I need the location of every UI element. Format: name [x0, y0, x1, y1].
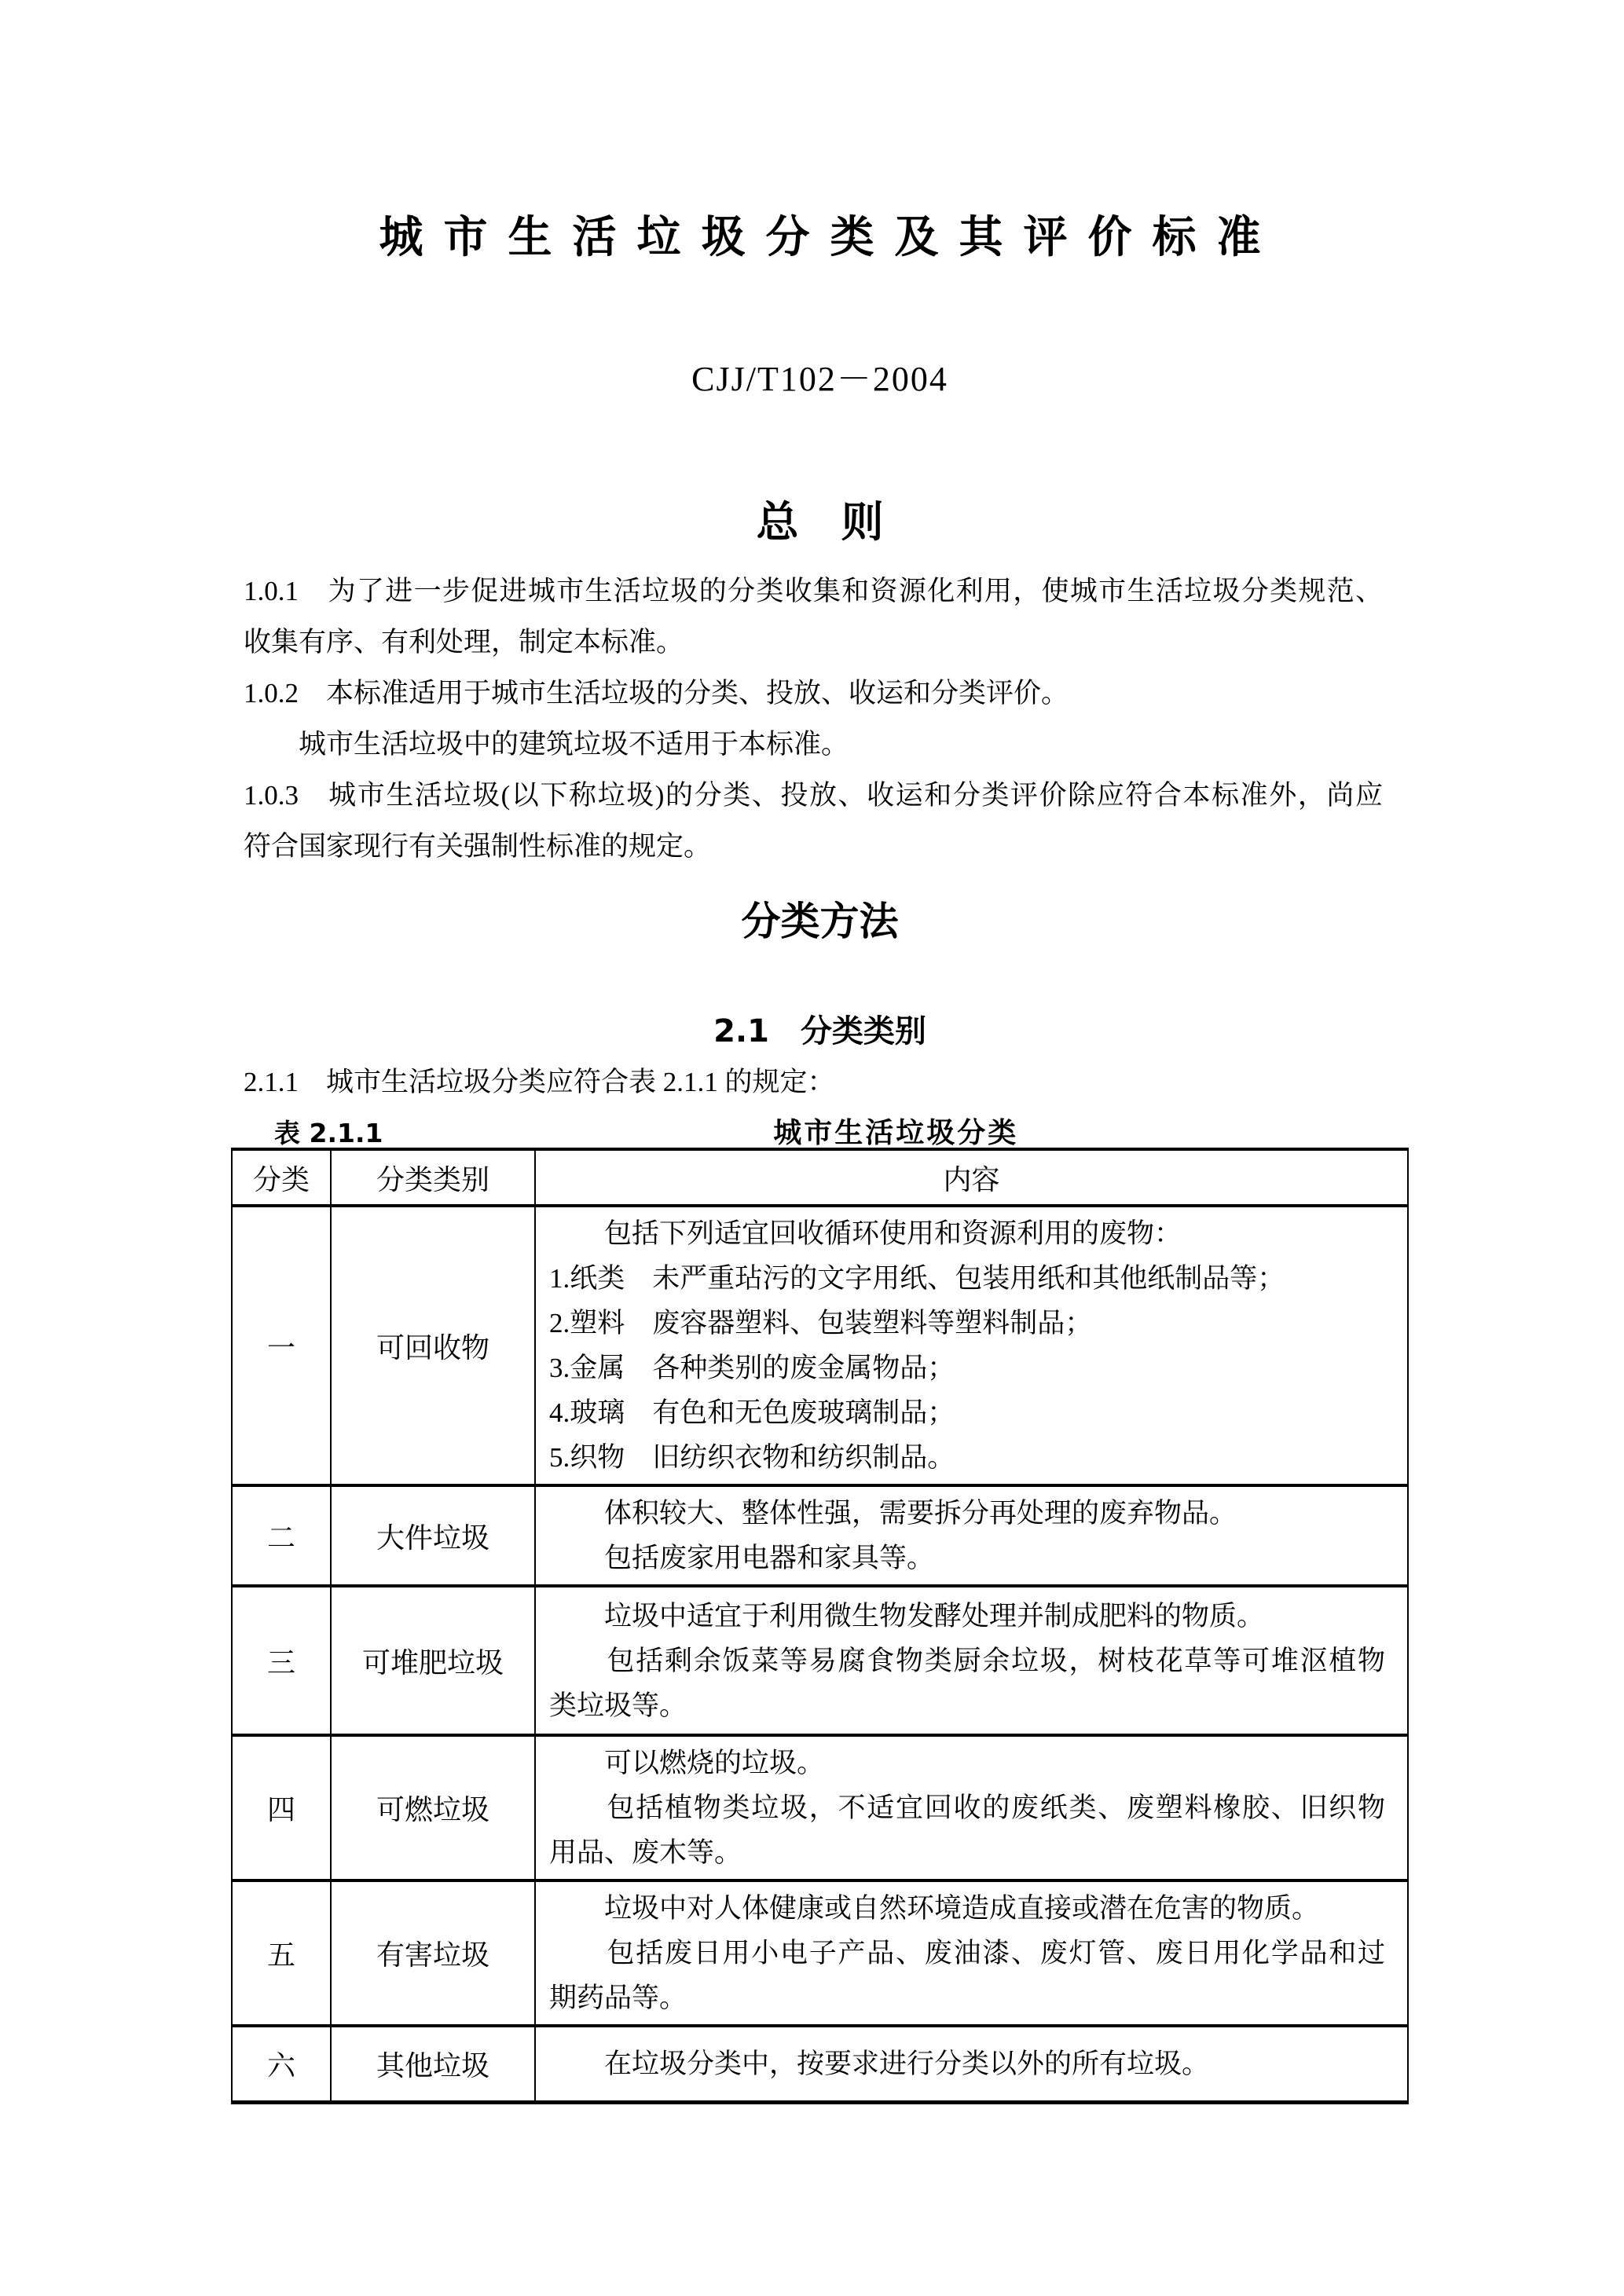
category-cell: 有害垃圾 [331, 1880, 535, 2026]
content-line: 类垃圾等。 [549, 1690, 687, 1721]
content-line: 包括废家用电器和家具等。 [549, 1543, 935, 1573]
table-row [232, 2026, 1408, 2102]
content-line: 包括剩余饭菜等易腐食物类厨余垃圾，树枝花草等可堆沤植物 [549, 1645, 1385, 1676]
content-line: 期药品等。 [549, 1983, 687, 2013]
content-line: 垃圾中对人体健康或自然环境造成直接或潜在危害的物质。 [549, 1893, 1320, 1924]
chapter-heading-general: 总 则 [756, 497, 884, 547]
clause-text-line: 收集有序、有利处理，制定本标准。 [244, 627, 684, 657]
table-caption-title: 城市生活垃圾分类 [773, 1117, 1019, 1149]
content-cell [535, 1735, 1408, 1880]
category-cell: 可燃垃圾 [331, 1735, 535, 1880]
chapter-heading-methods: 分类方法 [741, 899, 899, 944]
content-line: 包括下列适宜回收循环使用和资源利用的废物： [549, 1218, 1182, 1249]
content-cell [535, 1206, 1408, 1485]
table-row [232, 1880, 1408, 2026]
clause-text-line: 城市生活垃圾中的建筑垃圾不适用于本标准。 [244, 729, 849, 760]
table-row [232, 1206, 1408, 1485]
clause-text-line: 2.1.1 城市生活垃圾分类应符合表 2.1.1 的规定： [244, 1067, 835, 1097]
content-line: 在垃圾分类中，按要求进行分类以外的所有垃圾。 [549, 2048, 1210, 2079]
table-caption [231, 1111, 1409, 1149]
content-line: 包括废日用小电子产品、废油漆、废灯管、废日用化学品和过 [549, 1938, 1385, 1968]
content-line: 用品、废木等。 [549, 1837, 742, 1868]
content-line: 4.玻璃 有色和无色废玻璃制品； [549, 1397, 955, 1428]
section-heading: 2.1 分类类别 [713, 1013, 926, 1049]
content-cell [535, 2026, 1408, 2102]
row-index-cell: 一 [232, 1206, 331, 1485]
row-index-cell: 三 [232, 1586, 331, 1735]
content-line: 包括植物类垃圾，不适宜回收的废纸类、废塑料橡胶、旧织物 [549, 1792, 1385, 1823]
row-index-cell: 二 [232, 1485, 331, 1586]
table-header-cell: 内容 [535, 1149, 1408, 1206]
clause-text-line: 1.0.2 本标准适用于城市生活垃圾的分类、投放、收运和分类评价。 [244, 678, 1069, 709]
content-line: 3.金属 各种类别的废金属物品； [549, 1353, 955, 1383]
document-content [231, 0, 1409, 2104]
content-line: 垃圾中适宜于利用微生物发酵处理并制成肥料的物质。 [549, 1600, 1265, 1631]
general-clauses [231, 566, 1409, 872]
content-line: 2.塑料 废容器塑料、包装塑料等塑料制品； [549, 1308, 1093, 1338]
classification-table [231, 1148, 1409, 2104]
standard-code: CJJ/T102－2004 [691, 360, 948, 398]
content-cell [535, 1485, 1408, 1586]
row-index-cell: 六 [232, 2026, 331, 2102]
content-cell [535, 1586, 1408, 1735]
clause-text-line: 1.0.3 城市生活垃圾(以下称垃圾)的分类、投放、收运和分类评价除应符合本标准外，尚应 [244, 780, 1383, 811]
category-cell: 可堆肥垃圾 [331, 1586, 535, 1735]
row-index-cell: 五 [232, 1880, 331, 2026]
document-title: 城市生活垃圾分类及其评价标准 [379, 212, 1281, 263]
category-cell: 其他垃圾 [331, 2026, 535, 2102]
table-caption-label: 表 2.1.1 [274, 1118, 383, 1148]
clause-text-line: 符合国家现行有关强制性标准的规定。 [244, 831, 712, 862]
row-index-cell: 四 [232, 1735, 331, 1880]
table-row [232, 1735, 1408, 1880]
content-line: 5.织物 旧纺织衣物和纺织制品。 [549, 1442, 955, 1473]
content-cell [535, 1880, 1408, 2026]
table-header-cell: 分类类别 [331, 1149, 535, 1206]
content-line: 体积较大、整体性强，需要拆分再处理的废弃物品。 [549, 1498, 1237, 1529]
category-cell: 可回收物 [331, 1206, 535, 1485]
table-header-row [232, 1149, 1408, 1206]
clause-text-line: 1.0.1 为了进一步促进城市生活垃圾的分类收集和资源化利用，使城市生活垃圾分类规范、 [244, 576, 1383, 606]
table-header-cell: 分类 [232, 1149, 331, 1206]
content-line: 可以燃烧的垃圾。 [549, 1748, 825, 1778]
content-line: 1.纸类 未严重玷污的文字用纸、包装用纸和其他纸制品等； [549, 1263, 1285, 1294]
category-cell: 大件垃圾 [331, 1485, 535, 1586]
table-row [232, 1485, 1408, 1586]
table-row [232, 1586, 1408, 1735]
